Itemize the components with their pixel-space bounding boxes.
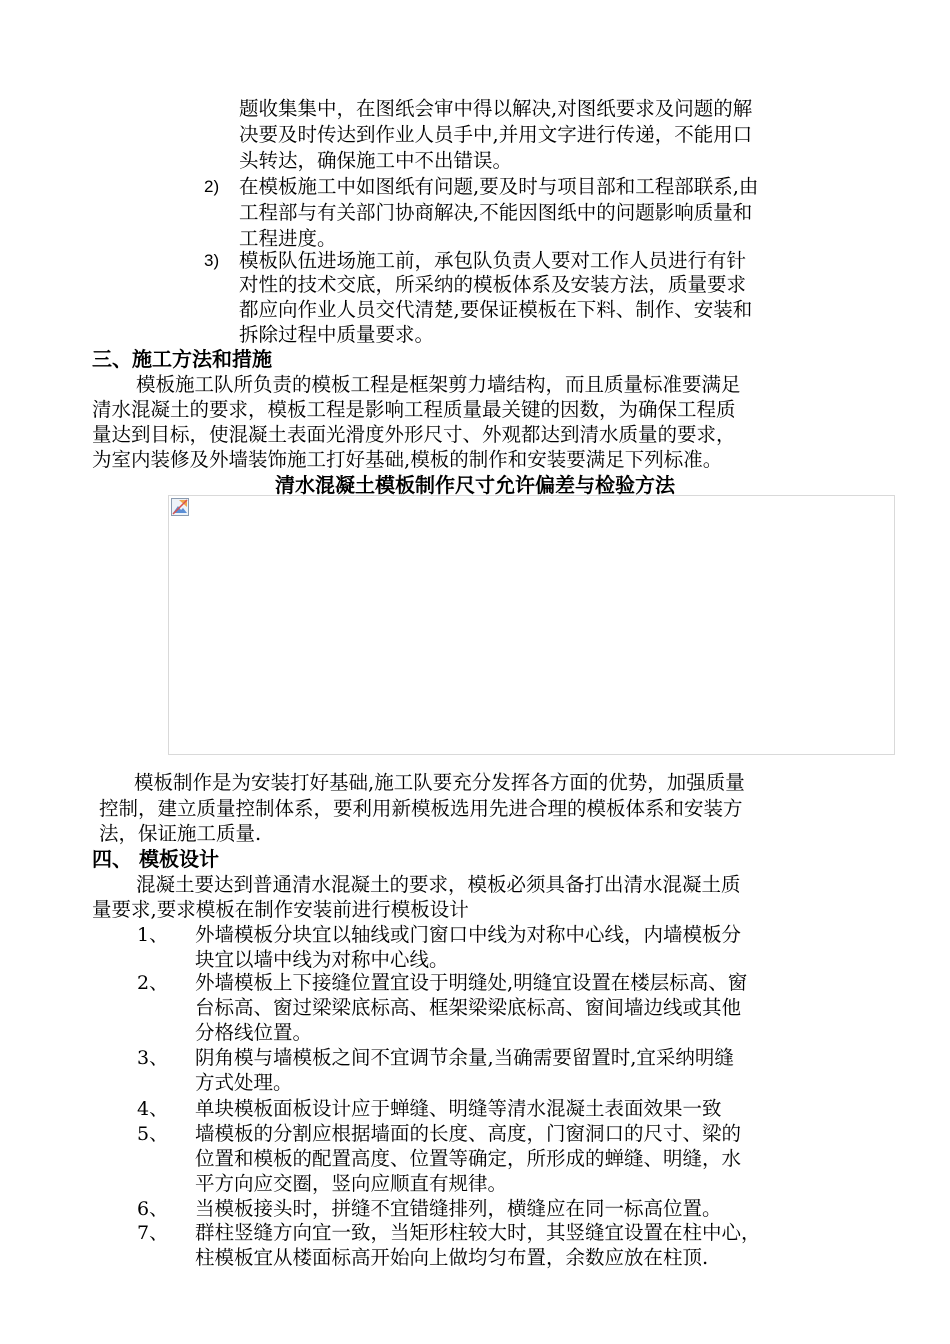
item2-number: 2)	[204, 177, 220, 196]
list-item-2-line-2: 台标高、窗过梁梁底标高、框架梁梁底标高、窗间墙边线或其他	[195, 996, 742, 1019]
section3-para1-line-3: 量达到目标，使混凝土表面光滑度外形尺寸、外观都达到清水质量的要求，	[92, 423, 736, 446]
list-item-5-line-2: 位置和模板的配置高度、位置等确定，所形成的蝉缝、明缝，水	[195, 1147, 742, 1170]
section3-para2-line-1: 模板制作是为安装打好基础,施工队要充分发挥各方面的优势，加强质量	[134, 771, 745, 794]
section3-heading: 三、施工方法和措施	[92, 347, 272, 371]
list-item-6-number: 6、	[137, 1198, 169, 1220]
broken-image-icon	[171, 498, 189, 516]
list-item-6-line-1: 当模板接头时，拼缝不宜错缝排列，横缝应在同一标高位置。	[195, 1197, 722, 1220]
broken-image-placeholder	[168, 495, 895, 755]
list-item-2-number: 2、	[137, 972, 169, 994]
item1-line-2: 决要及时传达到作业人员手中,并用文字进行传递，不能用口	[239, 123, 753, 146]
list-item-7-line-1: 群柱竖缝方向宜一致，当矩形柱较大时，其竖缝宜设置在柱中心，	[195, 1221, 761, 1244]
list-item-5-number: 5、	[137, 1123, 169, 1145]
list-item-2-line-1: 外墙模板上下接缝位置宜设于明缝处,明缝宜设置在楼层标高、窗	[195, 971, 748, 994]
list-item-3-line-1: 阴角模与墙模板之间不宜调节余量,当确需要留置时,宜采纳明缝	[195, 1046, 734, 1069]
list-item-5-line-3: 平方向应交圈，竖向应顺直有规律。	[195, 1172, 508, 1195]
list-item-7-number: 7、	[137, 1222, 169, 1244]
list-item-5-line-1: 墙模板的分割应根据墙面的长度、高度，门窗洞口的尺寸、梁的	[195, 1122, 742, 1145]
list-item-2-line-3: 分格线位置。	[195, 1021, 313, 1044]
item2-line-3: 工程进度。	[239, 227, 337, 250]
list-item-7-line-2: 柱模板宜从楼面标高开始向上做均匀布置，余数应放在柱顶.	[195, 1246, 709, 1269]
section4-heading: 四、 模板设计	[92, 847, 219, 871]
table-title: 清水混凝土模板制作尺寸允许偏差与检验方法	[275, 473, 675, 497]
item3-line-4: 拆除过程中质量要求。	[239, 323, 435, 346]
section3-para2-line-2: 控制，建立质量控制体系，要利用新模板选用先进合理的模板体系和安装方	[99, 797, 743, 820]
section4-intro-line-1: 混凝土要达到普通清水混凝土的要求，模板必须具备打出清水混凝土质	[136, 873, 741, 896]
section3-para2-line-3: 法，保证施工质量.	[99, 822, 262, 845]
list-item-3-number: 3、	[137, 1047, 169, 1069]
item3-line-1: 模板队伍进场施工前，承包队负责人要对工作人员进行有针	[239, 249, 747, 272]
list-item-1-number: 1、	[137, 924, 169, 946]
item1-line-1: 题收集集中，在图纸会审中得以解决,对图纸要求及问题的解	[239, 97, 753, 120]
item1-line-3: 头转达，确保施工中不出错误。	[239, 149, 513, 172]
section4-intro-line-2: 量要求,要求模板在制作安装前进行模板设计	[92, 898, 469, 921]
list-item-4-number: 4、	[137, 1098, 169, 1120]
item2-line-2: 工程部与有关部门协商解决,不能因图纸中的问题影响质量和	[239, 201, 753, 224]
item2-line-1: 在模板施工中如图纸有问题,要及时与项目部和工程部联系,由	[239, 175, 759, 198]
list-item-1-line-1: 外墙模板分块宜以轴线或门窗口中线为对称中心线，内墙模板分	[195, 923, 742, 946]
list-item-3-line-2: 方式处理。	[195, 1071, 293, 1094]
section3-para1-line-2: 清水混凝土的要求，模板工程是影响工程质量最关键的因数，为确保工程质	[92, 398, 736, 421]
item3-number: 3)	[204, 251, 220, 270]
item3-line-3: 都应向作业人员交代清楚,要保证模板在下料、制作、安装和	[239, 298, 753, 321]
section3-para1-line-4: 为室内装修及外墙装饰施工打好基础,模板的制作和安装要满足下列标准。	[92, 448, 723, 471]
list-item-4-line-1: 单块模板面板设计应于蝉缝、明缝等清水混凝土表面效果一致	[195, 1097, 722, 1120]
section3-para1-line-1: 模板施工队所负责的模板工程是框架剪力墙结构，而且质量标准要满足	[136, 373, 741, 396]
item3-line-2: 对性的技术交底，所采纳的模板体系及安装方法，质量要求	[239, 273, 747, 296]
list-item-1-line-2: 块宜以墙中线为对称中心线。	[195, 948, 449, 971]
